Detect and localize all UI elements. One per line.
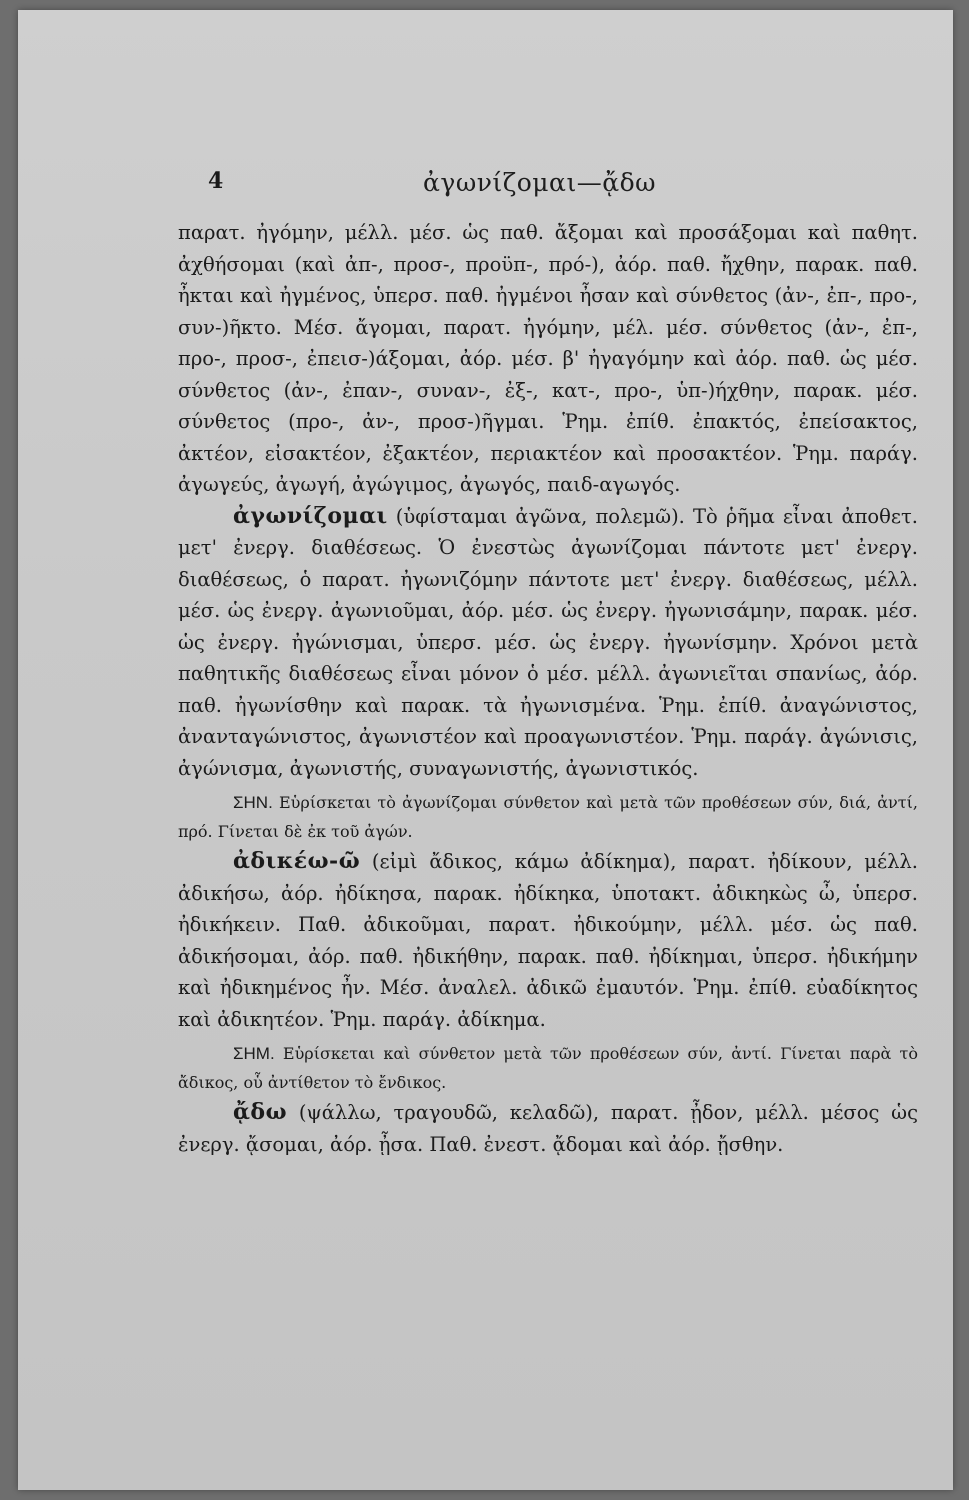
entry-text: (εἰμὶ ἄδικος, κάμω ἀδίκημα), παρατ. ἠδίκουν, μέλλ. ἀδικήσω, ἀόρ. ἠδίκησα, παρακ. ἠδίκηκα, ὑποτακτ. ἀδικηκὼς ὦ, ὑπερσ. ἠδικήκειν. Παθ. ἀδικοῦμαι, παρατ. ἠδικούμην, μέλλ. μέσ. ὡς παθ. ἀδικήσομαι, ἀόρ. παθ. ἠδικήθην, παρακ. παθ. ἠδίκημαι, ὑπερσ. ἠδικήμην καὶ ἠδικημένος ἦν. Μέσ. ἀναλελ. ἀδικῶ ἐμαυτόν. Ῥημ. ἐπίθ. εὐαδίκητος καὶ ἀδικητέον. Ῥημ. παράγ. ἀδίκημα.	[178, 850, 918, 1031]
note-label: ΣΗΝ.	[233, 793, 273, 812]
dictionary-entry	[178, 846, 918, 1035]
book-page	[18, 10, 953, 1490]
page-header	[168, 168, 928, 208]
main-text	[178, 217, 918, 1160]
entry-text: (ὑφίσταμαι ἀγῶνα, πολεμῶ). Τὸ ῥῆμα εἶναι ἀποθετ. μετ' ἐνεργ. διαθέσεως. Ὁ ἐνεστὼς ἀγωνίζομαι πάντοτε μετ' ἐνεργ. διαθέσεως, ὁ παρατ. ἠγωνιζόμην πάντοτε μετ' ἐνεργ. διαθέσεως, μέλλ. μέσ. ὡς ἐνεργ. ἀγωνιοῦμαι, ἀόρ. μέσ. ὡς ἐνεργ. ἠγωνισάμην, παρακ. μέσ. ὡς ἐνεργ. ἠγώνισμαι, ὑπερσ. μέσ. ὡς ἐνεργ. ἠγωνίσμην. Χρόνοι μετὰ παθητικῆς διαθέσεως εἶναι μόνον ὁ μέσ. μέλλ. ἀγωνιεῖται σπανίως, ἀόρ. παθ. ἠγωνίσθην καὶ παρακ. τὰ ἠγωνισμένα. Ῥημ. ἐπίθ. ἀναγώνιστος, ἀνανταγώνιστος, ἀγωνιστέον καὶ προαγωνιστέον. Ῥημ. παράγ. ἀγώνισις, ἀγώνισμα, ἀγωνιστής, συναγωνιστής, ἀγωνιστικός.	[178, 504, 918, 780]
page-number: 4	[208, 168, 224, 194]
entry-lemma: ᾄδω	[233, 1099, 288, 1125]
dictionary-entry	[178, 501, 918, 785]
note-text: Εὑρίσκεται καὶ σύνθετον μετὰ τῶν προθέσεων σύν, ἀντί. Γίνεται παρὰ τὸ ἄδικος, οὗ ἀντίθετον τὸ ἔνδικος.	[178, 1044, 918, 1092]
dictionary-entry	[178, 1097, 918, 1160]
note-text: Εὑρίσκεται τὸ ἀγωνίζομαι σύνθετον καὶ μετὰ τῶν προθέσεων σύν, διά, ἀντί, πρό. Γίνεται δὲ ἐκ τοῦ ἀγών.	[178, 793, 918, 841]
entry-lemma: ἀδικέω-ῶ	[233, 848, 361, 874]
entry-text: (ψάλλω, τραγουδῶ, κελαδῶ), παρατ. ᾖδον, μέλλ. μέσος ὡς ἐνεργ. ᾄσομαι, ἀόρ. ᾖσα. Παθ. ἐνεστ. ᾄδομαι καὶ ἀόρ. ᾔσθην.	[178, 1101, 918, 1156]
entry-note	[178, 788, 918, 846]
running-head: ἀγωνίζομαι—ᾄδω	[423, 168, 657, 197]
continued-entry-text: παρατ. ἠγόμην, μέλλ. μέσ. ὡς παθ. ἄξομαι καὶ προσάξομαι καὶ παθητ. ἀχθήσομαι (καὶ ἀπ-, προσ-, προϋπ-, πρό-), ἀόρ. παθ. ἤχθην, παρακ. παθ. ἦκται καὶ ἠγμένος, ὑπερσ. παθ. ἠγμένοι ἦσαν καὶ σύνθετος (ἀν-, ἐπ-, προ-, συν-)ῆκτο. Μέσ. ἄγομαι, παρατ. ἠγόμην, μέλ. μέσ. σύνθετος (ἀν-, ἐπ-, προ-, προσ-, ἐπεισ-)άξομαι, ἀόρ. μέσ. β' ἠγαγόμην καὶ ἀόρ. παθ. ὡς μέσ. σύνθετος (ἀν-, ἐπαν-, συναν-, ἐξ-, κατ-, προ-, ὑπ-)ήχθην, παρακ. μέσ. σύνθετος (προ-, ἀν-, προσ-)ῆγμαι. Ῥημ. ἐπίθ. ἐπακτός, ἐπείσακτος, ἀκτέον, εἰσακτέον, ἐξακτέον, περιακτέον καὶ προσακτέον. Ῥημ. παράγ. ἀγωγεύς, ἀγωγή, ἀγώγιμος, ἀγωγός, παιδ-αγωγός.	[178, 221, 918, 496]
note-label: ΣΗΜ.	[233, 1044, 275, 1063]
entry-lemma: ἀγωνίζομαι	[233, 502, 388, 529]
entry-note	[178, 1039, 918, 1097]
